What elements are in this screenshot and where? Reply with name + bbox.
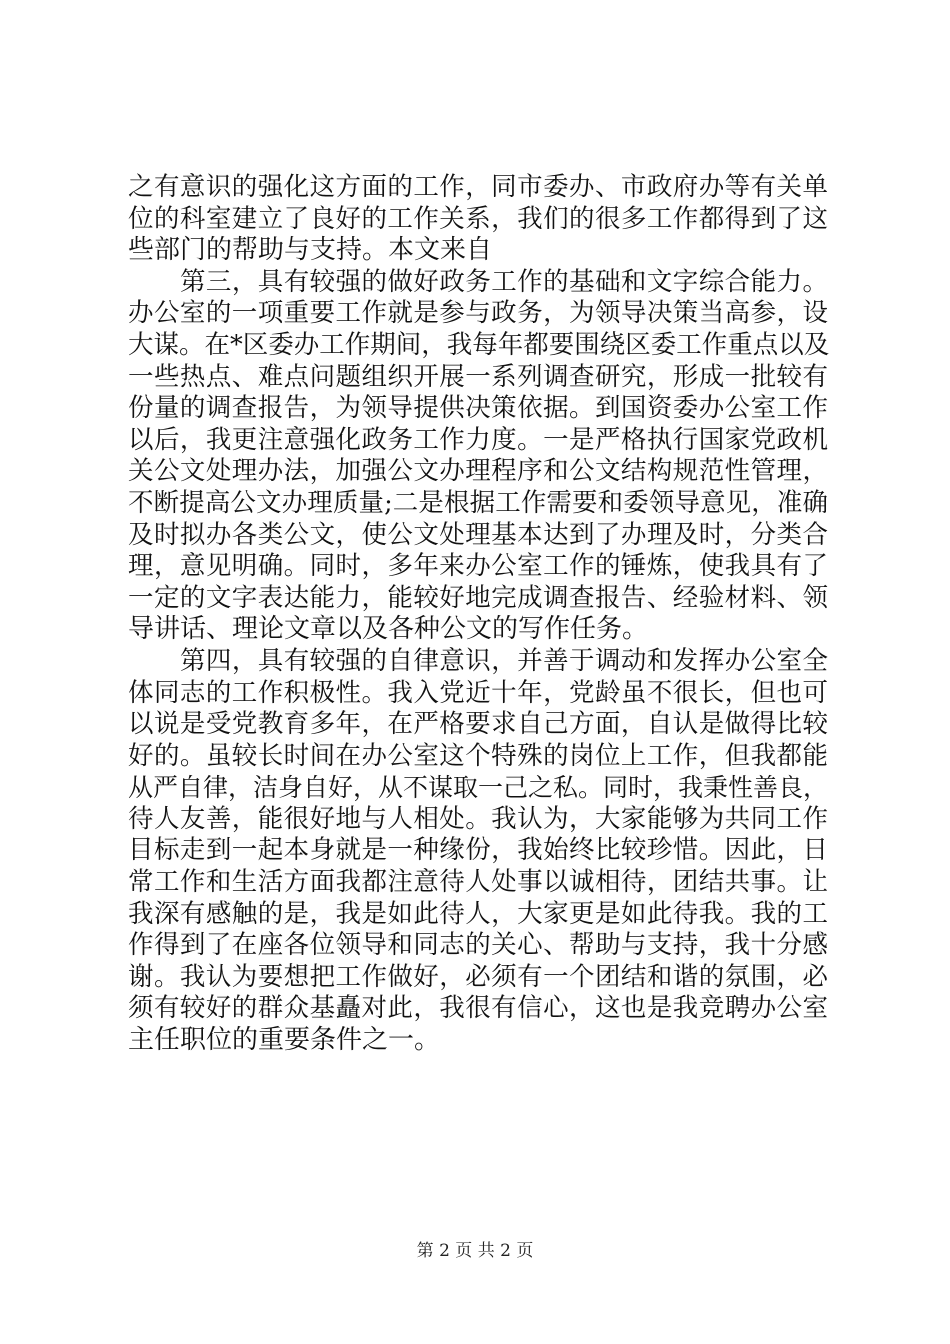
text-line: 第三，具有较强的做好政务工作的基础和文字综合能力。 [180,266,828,297]
text-line: 之有意识的强化这方面的工作，同市委办、市政府办等有关单 [128,172,828,202]
text-line: 些部门的帮助与支持。本文来自 [128,235,493,266]
text-line: 好的。虽较长时间在办公室这个特殊的岗位上工作，但我都能 [128,740,828,771]
text-line: 体同志的工作积极性。我入党近十年，党龄虽不很长，但也可 [128,677,828,708]
document-body [128,172,828,1057]
text-line: 目标走到一起本身就是一种缘份，我始终比较珍惜。因此，日 [128,835,828,866]
text-line: 一些热点、难点问题组织开展一系列调查研究，形成一批较有 [128,361,828,392]
text-line: 作得到了在座各位领导和同志的关心、帮助与支持，我十分感 [128,930,828,961]
text-line: 及时拟办各类公文，使公文处理基本达到了办理及时，分类合 [128,519,828,550]
text-line: 须有较好的群众基矗对此，我很有信心，这也是我竞聘办公室 [128,993,828,1024]
text-line: 以后，我更注意强化政务工作力度。一是严格执行国家党政机 [128,424,828,455]
text-line: 谢。我认为要想把工作做好，必须有一个团结和谐的氛围，必 [128,961,828,992]
text-line: 待人友善，能很好地与人相处。我认为，大家能够为共同工作 [128,803,828,834]
text-line: 导讲话、理论文章以及各种公文的写作任务。 [128,614,649,645]
text-line: 第四，具有较强的自律意识，并善于调动和发挥办公室全 [180,645,828,676]
text-line: 大谋。在*区委办工作期间，我每年都要围绕区委工作重点以及 [128,329,830,360]
text-line: 份量的调查报告，为领导提供决策依据。到国资委办公室工作 [128,393,828,424]
text-line: 理，意见明确。同时，多年来办公室工作的锤炼，使我具有了 [128,551,828,582]
text-line: 位的科室建立了良好的工作关系，我们的很多工作都得到了这 [128,203,828,234]
text-line: 关公文处理办法，加强公文办理程序和公文结构规范性管理， [128,456,828,487]
text-line: 以说是受党教育多年，在严格要求自己方面，自认是做得比较 [128,709,828,740]
text-line: 不断提高公文办理质量;二是根据工作需要和委领导意见，准确 [128,487,828,518]
text-line: 从严自律，洁身自好，从不谋取一己之私。同时，我秉性善良， [128,773,829,803]
text-line: 办公室的一项重要工作就是参与政务，为领导决策当高参，设 [128,298,828,329]
page-number-footer: 第 2 页 共 2 页 [416,1241,534,1261]
text-line: 一定的文字表达能力，能较好地完成调查报告、经验材料、领 [128,582,828,613]
text-line: 我深有感触的是，我是如此待人，大家更是如此待我。我的工 [128,898,828,929]
text-line: 主任职位的重要条件之一。 [128,1025,441,1056]
text-line: 常工作和生活方面我都注意待人处事以诚相待，团结共事。让 [128,867,828,898]
